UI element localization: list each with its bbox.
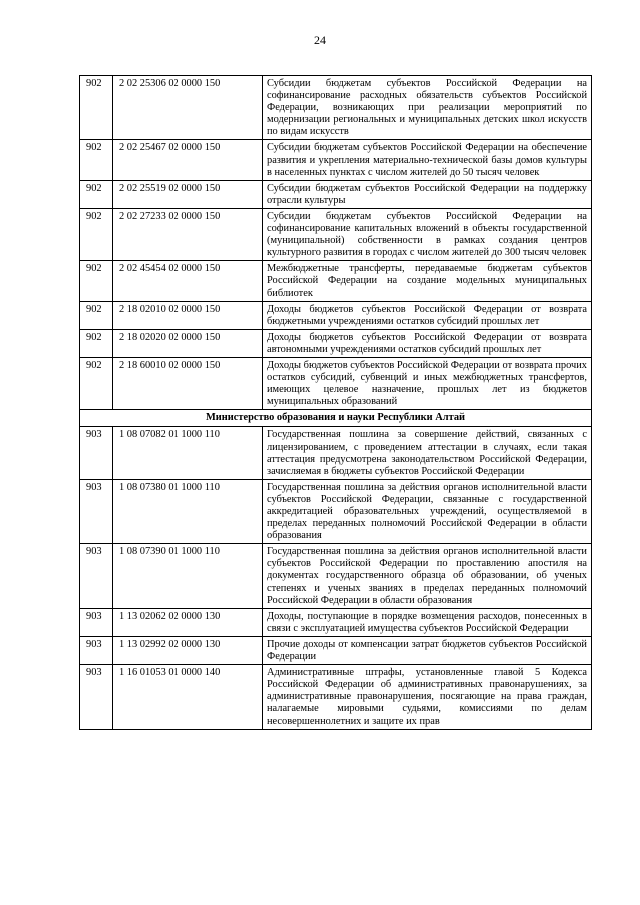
admin-code-cell: 902 <box>80 329 113 357</box>
budget-code-cell: 1 13 02062 02 0000 130 <box>113 608 263 636</box>
budget-code-cell: 2 02 25306 02 0000 150 <box>113 76 263 140</box>
description-cell: Государственная пошлина за совершение действий, связанных с лицензированием, с проведением аттестации в случаях, если такая аттестация предусмотрена законодательством Российской Федерации, зачисляемая в бюджеты субъектов Российской Федерации <box>263 427 592 479</box>
section-title: Министерство образования и науки Республики Алтай <box>80 410 592 427</box>
description-cell: Доходы бюджетов субъектов Российской Федерации от возврата прочих остатков субсидий, субвенций и иных межбюджетных трансфертов, имеющих целевое назначение, прошлых лет из бюджетов муниципальных образований <box>263 357 592 409</box>
table-row <box>80 329 592 357</box>
admin-code-cell: 902 <box>80 261 113 301</box>
table-row <box>80 208 592 260</box>
description-cell: Межбюджетные трансферты, передаваемые бюджетам субъектов Российской Федерации на создание модельных муниципальных библиотек <box>263 261 592 301</box>
table-row <box>80 180 592 208</box>
section-header-row <box>80 410 592 427</box>
admin-code-cell: 903 <box>80 665 113 729</box>
description-cell: Субсидии бюджетам субъектов Российской Федерации на софинансирование капитальных вложений в объекты государственной (муниципальной) собственности в рамках создания центров культурного развития в городах с числом жителей до 300 тысяч человек <box>263 208 592 260</box>
budget-code-cell: 1 08 07380 01 1000 110 <box>113 479 263 543</box>
table-row <box>80 261 592 301</box>
description-cell: Субсидии бюджетам субъектов Российской Федерации на поддержку отрасли культуры <box>263 180 592 208</box>
budget-code-cell: 2 02 25467 02 0000 150 <box>113 140 263 180</box>
description-cell: Государственная пошлина за действия органов исполнительной власти субъектов Российской Федерации по проставлению апостиля на документах государственного образца об образовании, об ученых степенях и ученых званиях в пределах переданных полномочий Российской Федерации в области образования <box>263 544 592 608</box>
table-row <box>80 301 592 329</box>
admin-code-cell: 903 <box>80 427 113 479</box>
admin-code-cell: 903 <box>80 636 113 664</box>
table-row <box>80 636 592 664</box>
description-cell: Субсидии бюджетам субъектов Российской Федерации на софинансирование расходных обязательств субъектов Российской Федерации, возникающих при реализации мероприятий по модернизации региональных и муниципальных детских школ искусств по видам искусств <box>263 76 592 140</box>
description-cell: Субсидии бюджетам субъектов Российской Федерации на обеспечение развития и укрепления материально-технической базы домов культуры в населенных пунктах с числом жителей до 50 тысяч человек <box>263 140 592 180</box>
description-cell: Государственная пошлина за действия органов исполнительной власти субъектов Российской Федерации, связанные с государственной аккредитацией образовательных учреждений, осуществляемой в пределах переданных полномочий Российской Федерации в области образования <box>263 479 592 543</box>
budget-code-cell: 1 08 07390 01 1000 110 <box>113 544 263 608</box>
admin-code-cell: 902 <box>80 301 113 329</box>
page-number: 24 <box>314 33 326 47</box>
admin-code-cell: 903 <box>80 608 113 636</box>
admin-code-cell: 902 <box>80 76 113 140</box>
table-row <box>80 608 592 636</box>
admin-code-cell: 902 <box>80 208 113 260</box>
table-row <box>80 544 592 608</box>
budget-code-cell: 1 13 02992 02 0000 130 <box>113 636 263 664</box>
budget-code-cell: 2 18 02010 02 0000 150 <box>113 301 263 329</box>
budget-code-cell: 2 02 25519 02 0000 150 <box>113 180 263 208</box>
budget-code-cell: 1 08 07082 01 1000 110 <box>113 427 263 479</box>
admin-code-cell: 902 <box>80 140 113 180</box>
table-row <box>80 665 592 729</box>
description-cell: Доходы бюджетов субъектов Российской Федерации от возврата бюджетными учреждениями остатков субсидий прошлых лет <box>263 301 592 329</box>
table-row <box>80 357 592 409</box>
admin-code-cell: 903 <box>80 544 113 608</box>
table-row <box>80 76 592 140</box>
budget-code-cell: 2 02 45454 02 0000 150 <box>113 261 263 301</box>
table-row <box>80 479 592 543</box>
admin-code-cell: 903 <box>80 479 113 543</box>
budget-code-cell: 2 02 27233 02 0000 150 <box>113 208 263 260</box>
table-row <box>80 140 592 180</box>
budget-code-cell: 2 18 60010 02 0000 150 <box>113 357 263 409</box>
description-cell: Административные штрафы, установленные главой 5 Кодекса Российской Федерации об административных правонарушениях, за административные правонарушения, посягающие на права граждан, налагаемые мировыми судьями, комиссиями по делам несовершеннолетних и защите их прав <box>263 665 592 729</box>
admin-code-cell: 902 <box>80 357 113 409</box>
description-cell: Доходы, поступающие в порядке возмещения расходов, понесенных в связи с эксплуатацией имущества субъектов Российской Федерации <box>263 608 592 636</box>
admin-code-cell: 902 <box>80 180 113 208</box>
budget-code-cell: 1 16 01053 01 0000 140 <box>113 665 263 729</box>
description-cell: Доходы бюджетов субъектов Российской Федерации от возврата автономными учреждениями остатков субсидий прошлых лет <box>263 329 592 357</box>
budget-code-cell: 2 18 02020 02 0000 150 <box>113 329 263 357</box>
revenue-codes-table <box>79 75 592 730</box>
table-row <box>80 427 592 479</box>
description-cell: Прочие доходы от компенсации затрат бюджетов субъектов Российской Федерации <box>263 636 592 664</box>
